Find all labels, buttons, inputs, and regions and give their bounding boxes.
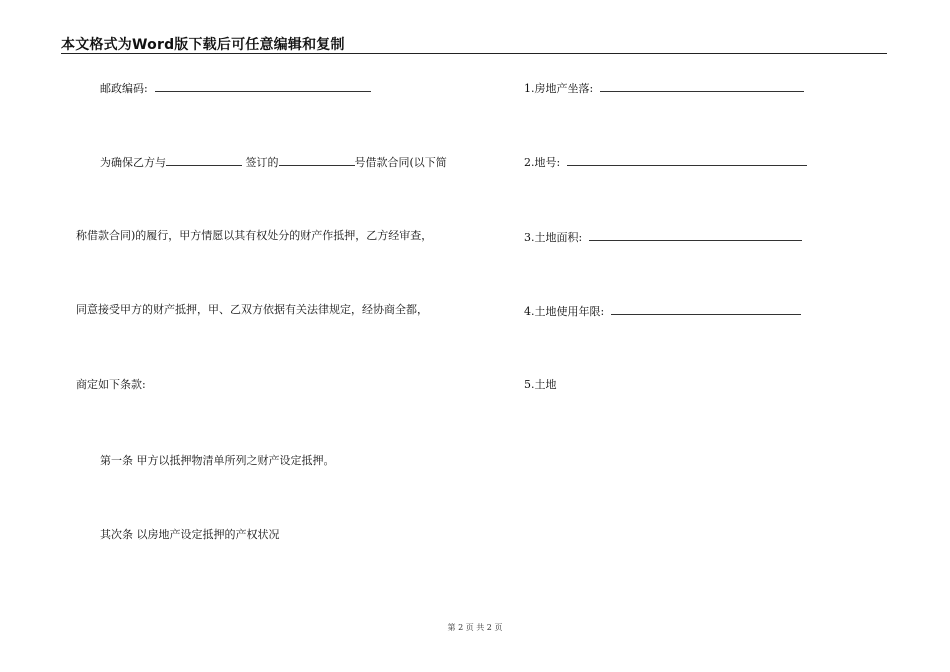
- document-header-title: 本文格式为Word版下载后可任意编辑和复制: [61, 37, 345, 53]
- item-2-label: 2.地号:: [524, 156, 561, 169]
- postal-code-label: 邮政编码:: [100, 82, 148, 95]
- contract-number-blank: [279, 154, 355, 166]
- item-1-blank: [600, 80, 804, 92]
- item-1-line: [524, 80, 804, 96]
- para1-line1: [100, 154, 447, 170]
- item-3-line: [524, 229, 802, 245]
- header-divider: [61, 53, 887, 54]
- postal-code-line: [100, 80, 371, 96]
- para1-mid: 签订的: [245, 156, 279, 169]
- para1-line4: 商定如下条款:: [76, 378, 146, 391]
- item-4-label: 4.土地使用年限:: [524, 305, 605, 318]
- item-3-label: 3.土地面积:: [524, 231, 583, 244]
- page-number-footer: 第 2 页 共 2 页: [447, 623, 503, 632]
- party-b-blank: [166, 154, 242, 166]
- para1-line2: 称借款合同)的履行，甲方情愿以其有权处分的财产作抵押，乙方经审查，: [76, 229, 433, 242]
- item-1-label: 1.房地产坐落:: [524, 82, 594, 95]
- item-4-line: [524, 303, 801, 319]
- para1-prefix: 为确保乙方与: [100, 156, 166, 169]
- item-2-blank: [567, 154, 807, 166]
- postal-code-blank: [155, 80, 371, 92]
- item-3-blank: [589, 229, 802, 241]
- para1-line3: 同意接受甲方的财产抵押，甲、乙双方依据有关法律规定，经协商全都，: [76, 303, 428, 316]
- item-4-blank: [611, 303, 801, 315]
- para1-suffix: 号借款合同(以下简: [354, 156, 447, 169]
- item-2-line: [524, 154, 807, 170]
- article-2: 其次条 以房地产设定抵押的产权状况: [100, 528, 280, 541]
- item-5-line: 5.土地: [524, 378, 557, 391]
- article-1: 第一条 甲方以抵押物清单所列之财产设定抵押。: [100, 454, 335, 467]
